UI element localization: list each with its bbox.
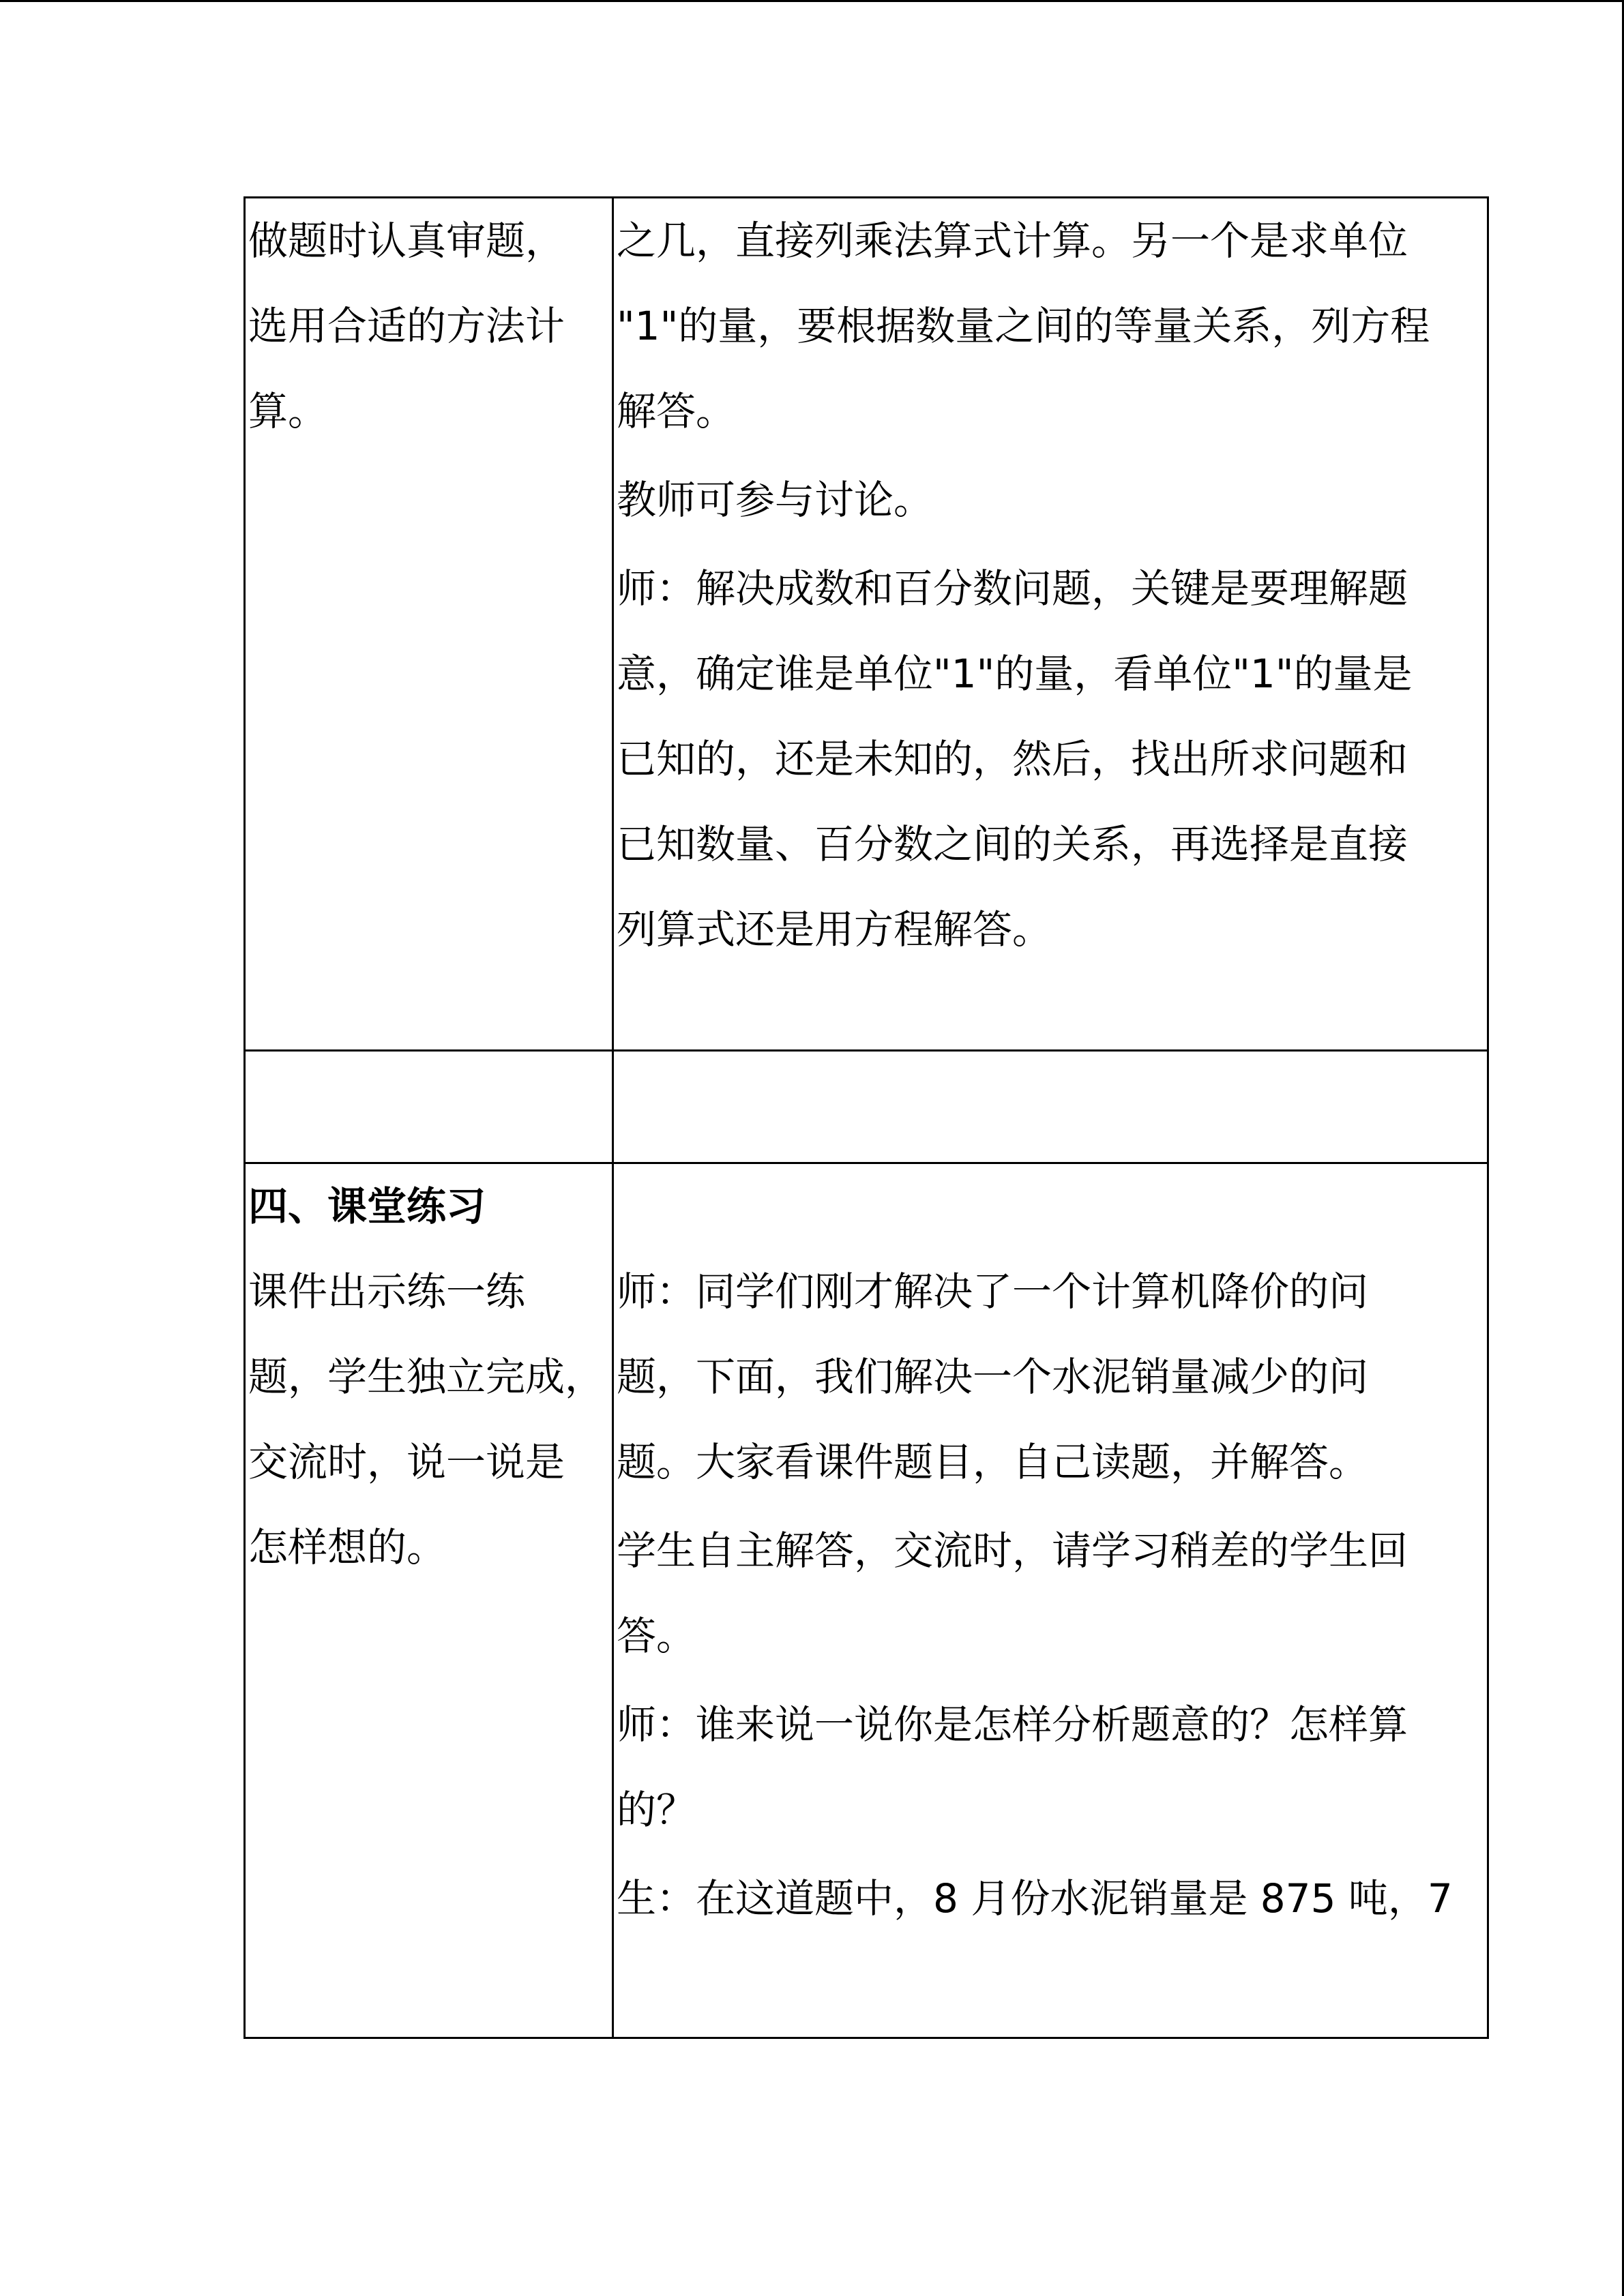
text-line: 题。大家看课件题目，自己读题，并解答。 bbox=[617, 1439, 1369, 1485]
text-line: 交流时，说一说是 bbox=[248, 1439, 565, 1485]
right-cell bbox=[613, 198, 1488, 1051]
text-line: 题，学生独立完成， bbox=[248, 1354, 605, 1400]
lesson-plan-table bbox=[243, 196, 1489, 2039]
text-line: 师：谁来说一说你是怎样分析题意的？怎样算 bbox=[617, 1701, 1408, 1748]
table-row bbox=[245, 198, 1488, 1051]
text-line: 师：同学们刚才解决了一个计算机降价的问 bbox=[617, 1268, 1369, 1315]
text-line: 师：解决成数和百分数问题，关键是要理解题 bbox=[617, 565, 1408, 612]
text-line: 生：在这道题中，8 月份水泥销量是 875 吨，7 bbox=[617, 1875, 1453, 1922]
text-line: 解答。 bbox=[617, 388, 736, 434]
text-line: 列算式还是用方程解答。 bbox=[617, 906, 1052, 953]
text-line: 之几，直接列乘法算式计算。另一个是求单位 bbox=[617, 218, 1408, 264]
text-line: 的？ bbox=[617, 1787, 696, 1833]
text-line: 题，下面，我们解决一个水泥销量减少的问 bbox=[617, 1354, 1369, 1400]
text-line: 答。 bbox=[617, 1613, 696, 1659]
text-line: 意，确定谁是单位"1"的量，看单位"1"的量是 bbox=[617, 651, 1413, 697]
text-line: 已知数量、百分数之间的关系，再选择是直接 bbox=[617, 821, 1408, 867]
right-cell bbox=[613, 1051, 1488, 1163]
section-heading: 四、课堂练习 bbox=[248, 1183, 486, 1229]
text-line: 做题时认真审题， bbox=[248, 218, 565, 264]
page-top-border bbox=[0, 0, 1624, 2]
text-line: 怎样想的。 bbox=[248, 1524, 447, 1570]
left-cell bbox=[245, 198, 613, 1051]
text-line: 已知的，还是未知的，然后，找出所求问题和 bbox=[617, 736, 1408, 782]
right-cell bbox=[613, 1163, 1488, 2038]
left-cell bbox=[245, 1051, 613, 1163]
text-line: 学生自主解答，交流时，请学习稍差的学生回 bbox=[617, 1527, 1408, 1574]
text-line: 课件出示练一练 bbox=[248, 1268, 526, 1315]
text-line: 算。 bbox=[248, 388, 328, 434]
table-row bbox=[245, 1051, 1488, 1163]
text-line bbox=[617, 1164, 1483, 1249]
text-line: 教师可参与讨论。 bbox=[617, 477, 934, 523]
text-line: 选用合适的方法计 bbox=[248, 303, 565, 349]
left-cell bbox=[245, 1163, 613, 2038]
text-line: "1"的量，要根据数量之间的等量关系，列方程 bbox=[617, 303, 1430, 349]
table-row bbox=[245, 1163, 1488, 2038]
